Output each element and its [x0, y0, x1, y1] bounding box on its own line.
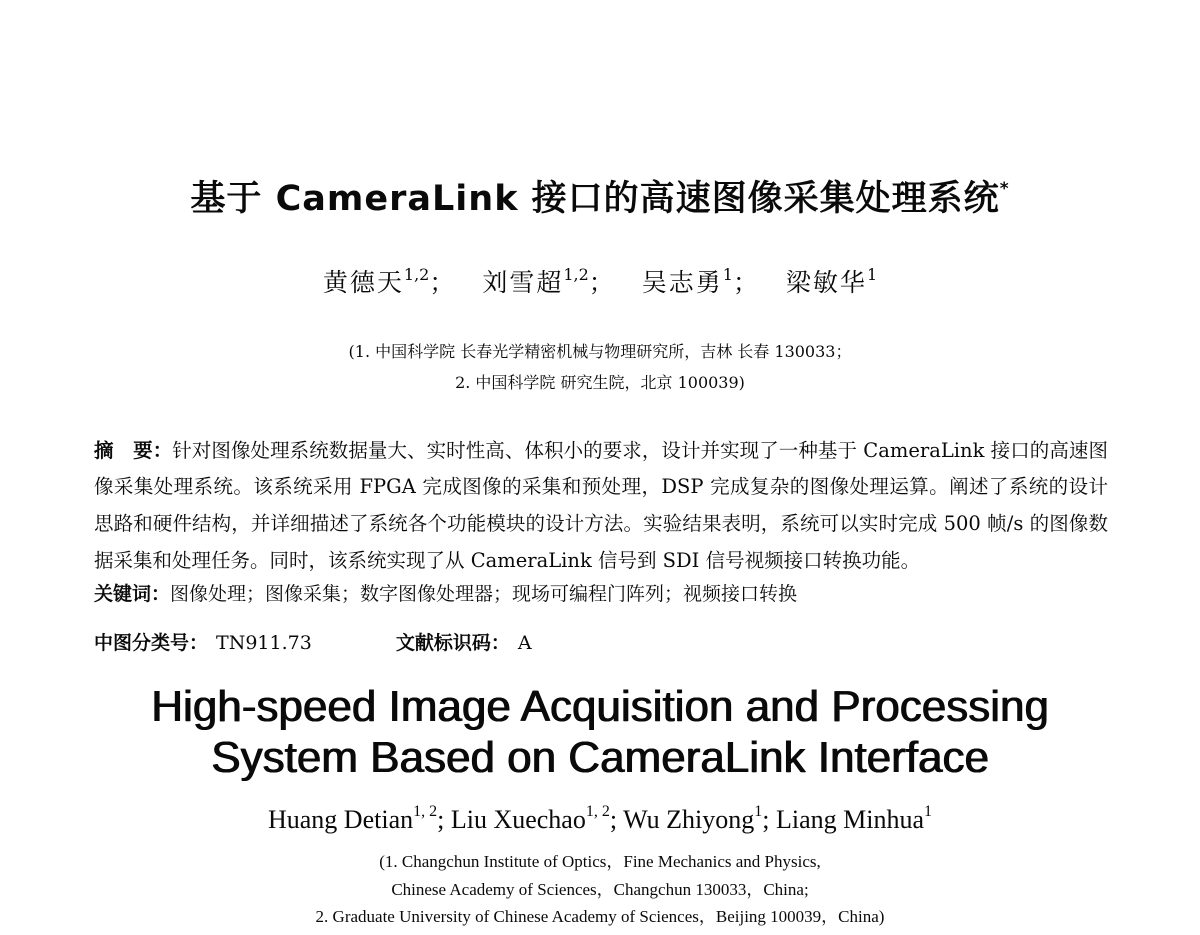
en-author-sup: 1, 2	[413, 803, 438, 821]
abstract-paragraph	[94, 433, 1108, 580]
en-author-name: Liang Minhua	[775, 805, 924, 834]
en-author-sup: 1	[754, 803, 763, 821]
cn-author-name: 刘雪超	[482, 268, 564, 297]
en-affiliation-line: 2. Graduate University of Chinese Academy of Sciences，Beijing 100039，China)	[315, 907, 885, 926]
en-title-line: System Based on CameraLink Interface	[211, 733, 989, 782]
en-affiliation-line: (1. Changchun Institute of Optics，Fine Mechanics and Physics,	[379, 852, 821, 871]
cn-title	[0, 171, 1200, 221]
cn-author	[322, 264, 457, 297]
cn-author-name: 吴志勇	[641, 268, 723, 297]
en-author	[623, 805, 776, 834]
en-author-sup: 1, 2	[585, 803, 610, 821]
cn-author	[482, 264, 616, 297]
en-author-line	[0, 805, 1200, 835]
cn-author-sep: ；	[429, 268, 457, 297]
cn-affiliation-line: (1. 中国科学院 长春光学精密机械与物理研究所，吉林 长春 130033；	[348, 342, 852, 361]
cn-author-sup: 1,2	[563, 264, 589, 284]
en-author-name: Liu Xuechao	[450, 805, 586, 834]
en-affiliation-line: Chinese Academy of Sciences，Changchun 130033，China;	[391, 879, 809, 899]
cn-affiliation-line: 2. 中国科学院 研究生院，北京 100039)	[455, 373, 745, 392]
cn-author-line	[0, 263, 1200, 299]
en-title-line: High-speed Image Acquisition and Processing	[151, 682, 1049, 731]
abstract-text: 针对图像处理系统数据量大、实时性高、体积小的要求，设计并实现了一种基于 CameraLink 接口的高速图像采集处理系统。该系统采用 FPGA 完成图像的采集和预处理，DSP 完成复杂的图像处理运算。阐述了系统的设计思路和硬件结构，并详细描述了系统各个功能模块的设计方法。实验结果表明，系统可以实时完成 500 帧/s 的图像数据采集和处理任务。同时，该系统实现了从 CameraLink 信号到 SDI 信号视频接口转换功能。	[94, 438, 1108, 572]
clc-label: 中图分类号：	[94, 632, 209, 654]
abstract-label: 摘 要：	[94, 438, 173, 462]
clc-value: TN911.73	[216, 632, 312, 654]
en-author-sep: ;	[762, 805, 776, 834]
cn-title-footnote-mark: *	[999, 179, 1010, 200]
cn-author-name: 黄德天	[322, 268, 404, 297]
en-author-sup: 1	[924, 803, 932, 821]
clc-pair	[94, 632, 312, 654]
cn-affiliations	[0, 336, 1200, 398]
cn-author	[785, 264, 878, 297]
keywords-line	[94, 579, 1108, 606]
cn-author-sep: ；	[732, 268, 760, 297]
doc-code-pair	[396, 632, 532, 654]
keywords-text: 图像处理；图像采集；数字图像处理器；现场可编程门阵列；视频接口转换	[170, 583, 798, 605]
en-author	[268, 805, 451, 834]
en-author	[776, 805, 932, 834]
cn-author	[641, 264, 760, 297]
en-title	[0, 681, 1200, 783]
cn-author-sep: ；	[588, 268, 616, 297]
cn-author-sup: 1	[722, 264, 733, 284]
doc-code-value: A	[517, 632, 532, 654]
cn-author-sup: 1	[866, 264, 878, 284]
cn-title-text: 基于 CameraLink 接口的高速图像采集处理系统	[190, 179, 1000, 219]
cn-author-sup: 1,2	[403, 264, 430, 284]
en-author-sep: ;	[609, 805, 624, 834]
en-author-name: Huang Detian	[267, 805, 414, 834]
keywords-label: 关键词：	[94, 583, 171, 605]
cn-author-name: 梁敏华	[785, 268, 867, 297]
en-affiliations	[0, 848, 1200, 931]
en-author	[451, 805, 623, 834]
en-author-name: Wu Zhiyong	[623, 805, 755, 834]
en-author-sep: ;	[437, 805, 451, 834]
classification-line	[94, 628, 1108, 655]
doc-code-label: 文献标识码：	[395, 632, 510, 654]
